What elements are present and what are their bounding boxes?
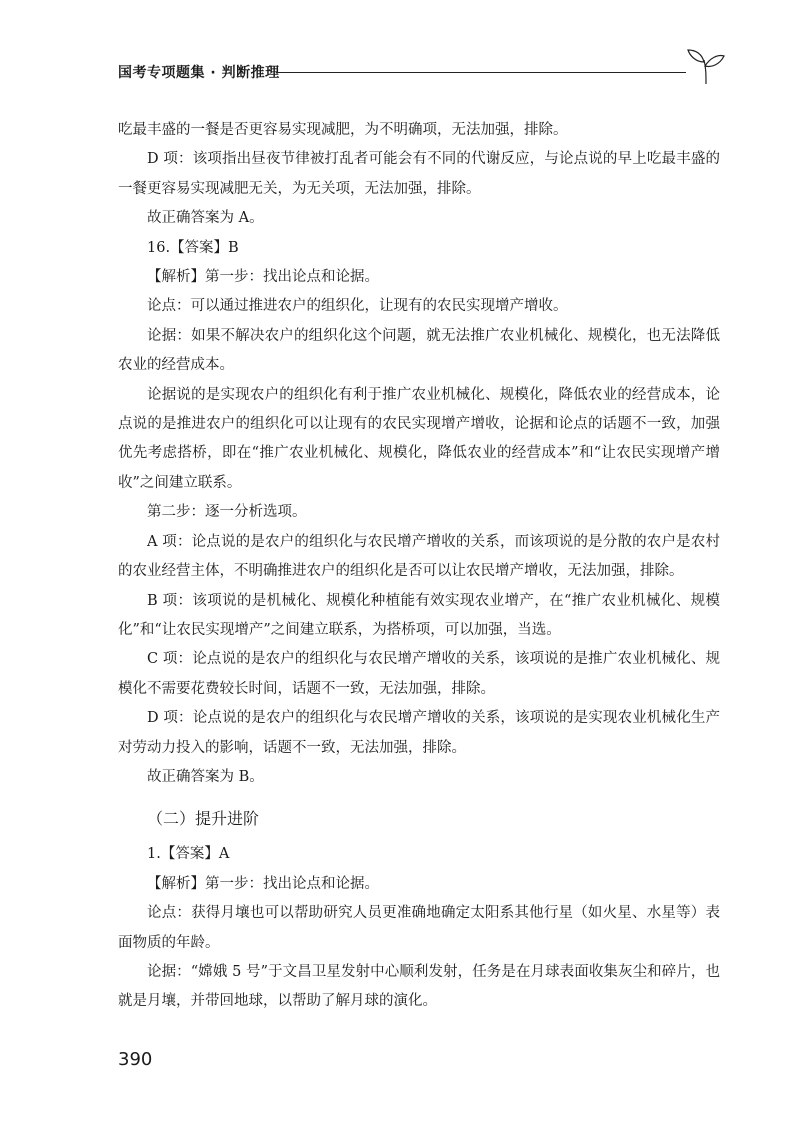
paragraph: 论点：获得月壤也可以帮助研究人员更准确地确定太阳系其他行星（如火星、水星等）表面物质的年龄。 xyxy=(118,905,720,951)
paragraph: 论点：可以通过推进农户的组织化，让现有的农民实现增产增收。 xyxy=(147,298,568,315)
header-title: 国考专项题集 · 判断推理 xyxy=(118,65,280,81)
page-body xyxy=(118,116,720,1017)
paragraph: 【解析】第一步：找出论点和论据。 xyxy=(147,269,379,286)
page-number: 390 xyxy=(118,1049,153,1070)
paragraph: 论据说的是实现农户的组织化有利于推广农业机械化、规模化，降低农业的经营成本，论点说的是推进农户的组织化可以让现有的农民实现增产增收，论据和论点的话题不一致，加强优先考虑搭桥，即在“推广农业机械化、规模化，降低农业的经营成本”和“让农民实现增产增收”之间建立联系。 xyxy=(118,386,720,491)
paragraph: 吃最丰盛的一餐是否更容易实现减肥，为不明确项，无法加强，排除。 xyxy=(118,122,568,138)
paragraph: D 项：论点说的是农户的组织化与农民增产增收的关系，该项说的是实现农业机械化生产对劳动力投入的影响，话题不一致，无法加强，排除。 xyxy=(118,710,720,756)
answer-line: 16.【答案】B xyxy=(147,239,239,256)
running-header xyxy=(118,58,718,88)
paragraph: 故正确答案为 B。 xyxy=(147,768,264,785)
paragraph: A 项：论点说的是农户的组织化与农民增产增收的关系，而该项说的是分散的农户是农村的农业经营主体，不明确推进农户的组织化是否可以让农民增产增收，无法加强，排除。 xyxy=(118,533,720,580)
paragraph: 论据：如果不解决农户的组织化这个问题，就无法推广农业机械化、规模化，也无法降低农业的经营成本。 xyxy=(118,327,720,374)
paragraph: B 项：该项说的是机械化、规模化种植能有效实现农业增产，在“推广农业机械化、规模化”和“让农民实现增产”之间建立联系，为搭桥项，可以加强，当选。 xyxy=(118,592,720,638)
paragraph: C 项：论点说的是农户的组织化与农民增产增收的关系，该项说的是推广农业机械化、规模化不需要花费较长时间，话题不一致，无法加强，排除。 xyxy=(118,651,720,697)
sprout-icon xyxy=(684,46,728,86)
section-heading: （二）提升进阶 xyxy=(147,809,260,829)
paragraph: 第二步：逐一分析选项。 xyxy=(147,504,307,521)
paragraph: 论据：“嫦娥 5 号”于文昌卫星发射中心顺利发射，任务是在月球表面收集灰尘和碎片，也就是月壤，并带回地球，以帮助了解月球的演化。 xyxy=(118,963,720,1010)
paragraph: 【解析】第一步：找出论点和论据。 xyxy=(147,875,379,892)
header-rule xyxy=(276,72,686,73)
paragraph: 故正确答案为 A。 xyxy=(147,210,264,227)
paragraph: D 项：该项指出昼夜节律被打乱者可能会有不同的代谢反应，与论点说的早上吃最丰盛的一餐更容易实现减肥无关，为无关项，无法加强，排除。 xyxy=(118,151,720,197)
answer-line: 1.【答案】A xyxy=(147,846,230,863)
